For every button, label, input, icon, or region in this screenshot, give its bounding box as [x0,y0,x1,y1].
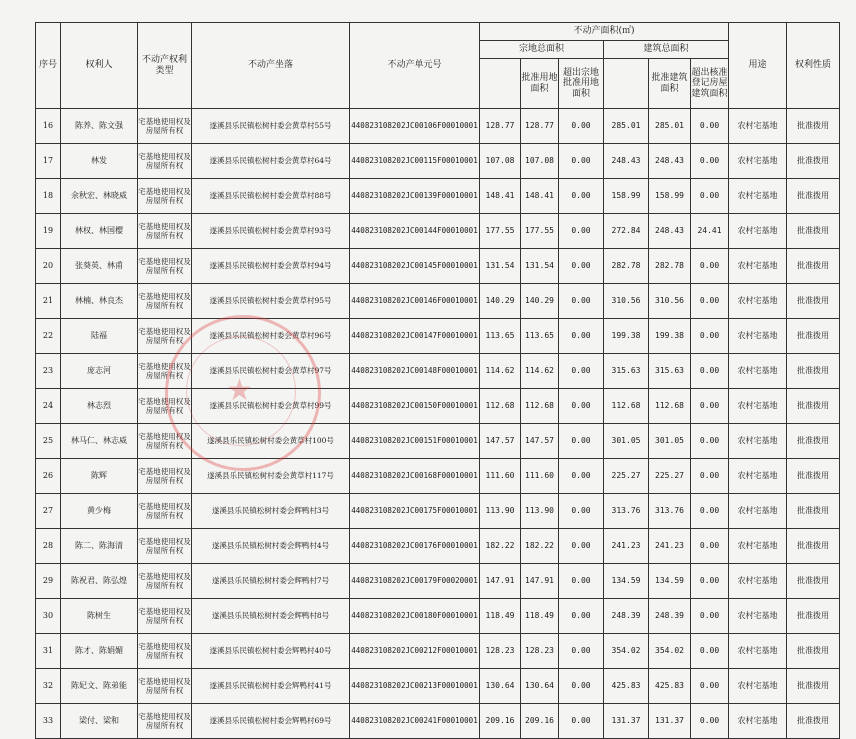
cell-land-excess: 0.00 [559,424,604,459]
cell-land-excess: 0.00 [559,109,604,144]
cell-bldg-excess: 0.00 [691,459,729,494]
cell-type: 宅基地使用权及房屋所有权 [138,459,192,494]
table-row [36,564,840,599]
cell-bldg-total: 248.43 [604,144,649,179]
cell-bldg-approved: 134.59 [649,564,691,599]
cell-usage: 农村宅基地 [729,459,787,494]
header-usage: 用途 [729,23,787,109]
cell-land-excess: 0.00 [559,704,604,739]
cell-seq: 24 [36,389,61,424]
cell-bldg-total: 285.01 [604,109,649,144]
cell-unit: 440823108202JC00151F00010001 [350,424,480,459]
table-row [36,354,840,389]
cell-bldg-excess: 0.00 [691,284,729,319]
cell-type: 宅基地使用权及房屋所有权 [138,529,192,564]
cell-bldg-approved: 248.43 [649,214,691,249]
table-row [36,319,840,354]
cell-nature: 批准拨用 [787,529,840,564]
table-row [36,529,840,564]
header-area-title: 不动产面积(㎡) [480,23,729,41]
cell-usage: 农村宅基地 [729,354,787,389]
table-row [36,459,840,494]
cell-land-approved: 131.54 [521,249,559,284]
cell-loc: 遂溪县乐民镇松树村委会辉鸭村41号 [192,669,350,704]
cell-unit: 440823108202JC00148F00010001 [350,354,480,389]
cell-seq: 18 [36,179,61,214]
cell-loc: 遂溪县乐民镇松树村委会黄草村117号 [192,459,350,494]
cell-usage: 农村宅基地 [729,494,787,529]
cell-bldg-total: 301.05 [604,424,649,459]
cell-owner: 林马仁、林志威 [61,424,138,459]
cell-land-total: 131.54 [480,249,521,284]
cell-seq: 21 [36,284,61,319]
header-nature: 权利性质 [787,23,840,109]
cell-owner: 林发 [61,144,138,179]
cell-land-excess: 0.00 [559,494,604,529]
cell-nature: 批准拨用 [787,634,840,669]
cell-loc: 遂溪县乐民镇松树村委会辉鸭村8号 [192,599,350,634]
cell-usage: 农村宅基地 [729,319,787,354]
cell-bldg-approved: 112.68 [649,389,691,424]
cell-loc: 遂溪县乐民镇松树村委会黄草村55号 [192,109,350,144]
cell-bldg-excess: 0.00 [691,109,729,144]
table-body [36,109,840,739]
cell-bldg-approved: 158.99 [649,179,691,214]
cell-type: 宅基地使用权及房屋所有权 [138,599,192,634]
cell-land-excess: 0.00 [559,354,604,389]
cell-type: 宅基地使用权及房屋所有权 [138,424,192,459]
cell-nature: 批准拨用 [787,459,840,494]
cell-nature: 批准拨用 [787,319,840,354]
cell-usage: 农村宅基地 [729,704,787,739]
cell-owner: 梁付、梁和 [61,704,138,739]
cell-bldg-approved: 225.27 [649,459,691,494]
cell-bldg-total: 248.39 [604,599,649,634]
table-row [36,249,840,284]
cell-loc: 遂溪县乐民镇松树村委会黄草村97号 [192,354,350,389]
cell-land-total: 182.22 [480,529,521,564]
cell-bldg-excess: 0.00 [691,564,729,599]
cell-seq: 23 [36,354,61,389]
cell-nature: 批准拨用 [787,109,840,144]
cell-land-total: 113.90 [480,494,521,529]
cell-usage: 农村宅基地 [729,144,787,179]
cell-nature: 批准拨用 [787,424,840,459]
cell-seq: 28 [36,529,61,564]
cell-type: 宅基地使用权及房屋所有权 [138,494,192,529]
cell-land-total: 112.68 [480,389,521,424]
cell-land-excess: 0.00 [559,249,604,284]
cell-type: 宅基地使用权及房屋所有权 [138,284,192,319]
cell-type: 宅基地使用权及房屋所有权 [138,319,192,354]
header-bldg-total-group: 建筑总面积 [604,41,729,59]
cell-bldg-total: 112.68 [604,389,649,424]
cell-bldg-total: 158.99 [604,179,649,214]
cell-land-excess: 0.00 [559,459,604,494]
cell-seq: 22 [36,319,61,354]
cell-land-approved: 112.68 [521,389,559,424]
cell-land-excess: 0.00 [559,529,604,564]
cell-type: 宅基地使用权及房屋所有权 [138,564,192,599]
cell-bldg-excess: 0.00 [691,424,729,459]
cell-land-total: 111.60 [480,459,521,494]
cell-owner: 张葵英、林甫 [61,249,138,284]
cell-bldg-excess: 0.00 [691,144,729,179]
cell-seq: 25 [36,424,61,459]
cell-nature: 批准拨用 [787,704,840,739]
table-row [36,284,840,319]
cell-land-excess: 0.00 [559,319,604,354]
cell-loc: 遂溪县乐民镇松树村委会黄草村100号 [192,424,350,459]
cell-land-excess: 0.00 [559,564,604,599]
cell-land-approved: 148.41 [521,179,559,214]
cell-bldg-excess: 0.00 [691,704,729,739]
cell-nature: 批准拨用 [787,144,840,179]
cell-seq: 31 [36,634,61,669]
cell-bldg-approved: 301.05 [649,424,691,459]
cell-usage: 农村宅基地 [729,249,787,284]
cell-unit: 440823108202JC00115F00010001 [350,144,480,179]
cell-bldg-approved: 131.37 [649,704,691,739]
cell-loc: 遂溪县乐民镇松树村委会黄草村88号 [192,179,350,214]
cell-loc: 遂溪县乐民镇松树村委会黄草村93号 [192,214,350,249]
cell-land-approved: 128.23 [521,634,559,669]
cell-owner: 陈祝君、陈弘煌 [61,564,138,599]
cell-bldg-excess: 0.00 [691,529,729,564]
cell-bldg-excess: 0.00 [691,494,729,529]
cell-seq: 16 [36,109,61,144]
cell-usage: 农村宅基地 [729,179,787,214]
cell-unit: 440823108202JC00146F00010001 [350,284,480,319]
cell-bldg-approved: 354.02 [649,634,691,669]
cell-land-excess: 0.00 [559,634,604,669]
cell-seq: 27 [36,494,61,529]
table-row [36,109,840,144]
cell-land-total: 140.29 [480,284,521,319]
cell-bldg-excess: 0.00 [691,319,729,354]
cell-bldg-total: 241.23 [604,529,649,564]
cell-land-excess: 0.00 [559,389,604,424]
cell-loc: 遂溪县乐民镇松树村委会辉鸭村69号 [192,704,350,739]
cell-type: 宅基地使用权及房屋所有权 [138,669,192,704]
cell-owner: 庞志河 [61,354,138,389]
cell-bldg-approved: 248.39 [649,599,691,634]
cell-land-total: 113.65 [480,319,521,354]
cell-nature: 批准拨用 [787,494,840,529]
cell-loc: 遂溪县乐民镇松树村委会黄草村94号 [192,249,350,284]
cell-bldg-total: 313.76 [604,494,649,529]
table-row [36,424,840,459]
cell-usage: 农村宅基地 [729,529,787,564]
cell-land-excess: 0.00 [559,179,604,214]
cell-bldg-approved: 199.38 [649,319,691,354]
cell-nature: 批准拨用 [787,564,840,599]
cell-land-total: 114.62 [480,354,521,389]
cell-owner: 陈辉 [61,459,138,494]
cell-usage: 农村宅基地 [729,284,787,319]
cell-land-total: 130.64 [480,669,521,704]
cell-bldg-total: 131.37 [604,704,649,739]
cell-type: 宅基地使用权及房屋所有权 [138,144,192,179]
cell-land-excess: 0.00 [559,214,604,249]
cell-unit: 440823108202JC00144F00010001 [350,214,480,249]
cell-bldg-approved: 285.01 [649,109,691,144]
cell-bldg-total: 425.83 [604,669,649,704]
cell-unit: 440823108202JC00168F00010001 [350,459,480,494]
cell-unit: 440823108202JC00139F00010001 [350,179,480,214]
cell-nature: 批准拨用 [787,284,840,319]
cell-land-total: 147.57 [480,424,521,459]
cell-unit: 440823108202JC00241F00010001 [350,704,480,739]
cell-seq: 20 [36,249,61,284]
cell-owner: 林楠、林良杰 [61,284,138,319]
cell-owner: 陈树生 [61,599,138,634]
cell-unit: 440823108202JC00175F00010001 [350,494,480,529]
cell-nature: 批准拨用 [787,669,840,704]
cell-type: 宅基地使用权及房屋所有权 [138,354,192,389]
cell-bldg-excess: 24.41 [691,214,729,249]
cell-unit: 440823108202JC00150F00010001 [350,389,480,424]
cell-seq: 29 [36,564,61,599]
cell-land-total: 147.91 [480,564,521,599]
cell-land-total: 177.55 [480,214,521,249]
table-row [36,494,840,529]
cell-land-approved: 107.08 [521,144,559,179]
cell-bldg-approved: 315.63 [649,354,691,389]
cell-unit: 440823108202JC00213F00010001 [350,669,480,704]
cell-land-approved: 140.29 [521,284,559,319]
cell-bldg-approved: 282.78 [649,249,691,284]
header-owner: 权利人 [61,23,138,109]
cell-land-total: 148.41 [480,179,521,214]
cell-land-approved: 128.77 [521,109,559,144]
cell-bldg-total: 225.27 [604,459,649,494]
cell-land-total: 118.49 [480,599,521,634]
cell-land-approved: 182.22 [521,529,559,564]
cell-type: 宅基地使用权及房屋所有权 [138,179,192,214]
cell-bldg-total: 134.59 [604,564,649,599]
cell-type: 宅基地使用权及房屋所有权 [138,249,192,284]
table-row [36,389,840,424]
cell-bldg-excess: 0.00 [691,179,729,214]
header-land-total-group: 宗地总面积 [480,41,604,59]
table-row [36,214,840,249]
cell-land-total: 128.77 [480,109,521,144]
registry-sheet [35,22,839,739]
cell-land-total: 209.16 [480,704,521,739]
cell-bldg-excess: 0.00 [691,389,729,424]
cell-nature: 批准拨用 [787,179,840,214]
cell-nature: 批准拨用 [787,354,840,389]
cell-owner: 林权、林国樱 [61,214,138,249]
cell-seq: 26 [36,459,61,494]
header-seq: 序号 [36,23,61,109]
cell-seq: 33 [36,704,61,739]
cell-owner: 陆福 [61,319,138,354]
cell-unit: 440823108202JC00212F00010001 [350,634,480,669]
cell-owner: 陈二、陈海清 [61,529,138,564]
cell-land-approved: 118.49 [521,599,559,634]
header-bldg-approved: 批准建筑面积 [649,59,691,109]
cell-unit: 440823108202JC00176F00010001 [350,529,480,564]
cell-bldg-excess: 0.00 [691,249,729,284]
cell-bldg-approved: 241.23 [649,529,691,564]
cell-seq: 17 [36,144,61,179]
cell-usage: 农村宅基地 [729,424,787,459]
cell-bldg-approved: 313.76 [649,494,691,529]
cell-land-approved: 209.16 [521,704,559,739]
property-table [35,22,840,739]
cell-land-approved: 147.91 [521,564,559,599]
cell-usage: 农村宅基地 [729,214,787,249]
table-row [36,599,840,634]
cell-unit: 440823108202JC00179F00020001 [350,564,480,599]
cell-land-approved: 114.62 [521,354,559,389]
header-land-excess: 超出宗地批准用地面积 [559,59,604,109]
cell-loc: 遂溪县乐民镇松树村委会辉鸭村7号 [192,564,350,599]
cell-seq: 19 [36,214,61,249]
cell-bldg-total: 310.56 [604,284,649,319]
cell-land-excess: 0.00 [559,599,604,634]
cell-usage: 农村宅基地 [729,389,787,424]
cell-land-total: 128.23 [480,634,521,669]
cell-usage: 农村宅基地 [729,669,787,704]
cell-bldg-approved: 248.43 [649,144,691,179]
cell-owner: 陈妃文、陈弟能 [61,669,138,704]
cell-owner: 陈养、陈文强 [61,109,138,144]
cell-nature: 批准拨用 [787,214,840,249]
table-row [36,704,840,739]
cell-owner: 陈才、陈娟媚 [61,634,138,669]
table-row [36,634,840,669]
cell-bldg-excess: 0.00 [691,634,729,669]
cell-land-excess: 0.00 [559,284,604,319]
cell-unit: 440823108202JC00145F00010001 [350,249,480,284]
cell-bldg-total: 315.63 [604,354,649,389]
cell-bldg-total: 354.02 [604,634,649,669]
cell-type: 宅基地使用权及房屋所有权 [138,389,192,424]
cell-land-excess: 0.00 [559,669,604,704]
cell-land-total: 107.08 [480,144,521,179]
table-row [36,179,840,214]
cell-type: 宅基地使用权及房屋所有权 [138,634,192,669]
cell-unit: 440823108202JC00147F00010001 [350,319,480,354]
header-land-total [480,59,521,109]
cell-usage: 农村宅基地 [729,109,787,144]
table-row [36,669,840,704]
cell-unit: 440823108202JC00106F00010001 [350,109,480,144]
header-bldg-excess: 超出核准登记房屋建筑面积 [691,59,729,109]
cell-owner: 黄少梅 [61,494,138,529]
cell-nature: 批准拨用 [787,599,840,634]
cell-loc: 遂溪县乐民镇松树村委会辉鸭村40号 [192,634,350,669]
cell-bldg-total: 272.84 [604,214,649,249]
header-land-approved: 批准用地面积 [521,59,559,109]
cell-loc: 遂溪县乐民镇松树村委会黄草村96号 [192,319,350,354]
cell-usage: 农村宅基地 [729,634,787,669]
cell-land-approved: 113.65 [521,319,559,354]
cell-loc: 遂溪县乐民镇松树村委会辉鸭村4号 [192,529,350,564]
header-right-type: 不动产权利类型 [138,23,192,109]
cell-bldg-approved: 425.83 [649,669,691,704]
table-row [36,144,840,179]
cell-land-approved: 130.64 [521,669,559,704]
cell-nature: 批准拨用 [787,389,840,424]
cell-land-excess: 0.00 [559,144,604,179]
cell-loc: 遂溪县乐民镇松树村委会黄草村99号 [192,389,350,424]
cell-land-approved: 111.60 [521,459,559,494]
cell-bldg-excess: 0.00 [691,599,729,634]
header-unit-no: 不动产单元号 [350,23,480,109]
header-bldg-total [604,59,649,109]
cell-nature: 批准拨用 [787,249,840,284]
cell-usage: 农村宅基地 [729,599,787,634]
cell-loc: 遂溪县乐民镇松树村委会黄草村95号 [192,284,350,319]
header-location: 不动产坐落 [192,23,350,109]
cell-land-approved: 177.55 [521,214,559,249]
cell-bldg-excess: 0.00 [691,354,729,389]
cell-bldg-total: 282.78 [604,249,649,284]
cell-type: 宅基地使用权及房屋所有权 [138,214,192,249]
cell-loc: 遂溪县乐民镇松树村委会辉鸭村3号 [192,494,350,529]
cell-usage: 农村宅基地 [729,564,787,599]
cell-bldg-approved: 310.56 [649,284,691,319]
cell-land-approved: 113.90 [521,494,559,529]
cell-loc: 遂溪县乐民镇松树村委会黄草村64号 [192,144,350,179]
cell-type: 宅基地使用权及房屋所有权 [138,704,192,739]
cell-bldg-total: 199.38 [604,319,649,354]
cell-seq: 32 [36,669,61,704]
cell-bldg-excess: 0.00 [691,669,729,704]
cell-type: 宅基地使用权及房屋所有权 [138,109,192,144]
cell-owner: 林志烈 [61,389,138,424]
cell-unit: 440823108202JC00180F00010001 [350,599,480,634]
cell-land-approved: 147.57 [521,424,559,459]
cell-owner: 余秋宏、林晓威 [61,179,138,214]
cell-seq: 30 [36,599,61,634]
seal-star-icon: ★ [226,373,253,408]
